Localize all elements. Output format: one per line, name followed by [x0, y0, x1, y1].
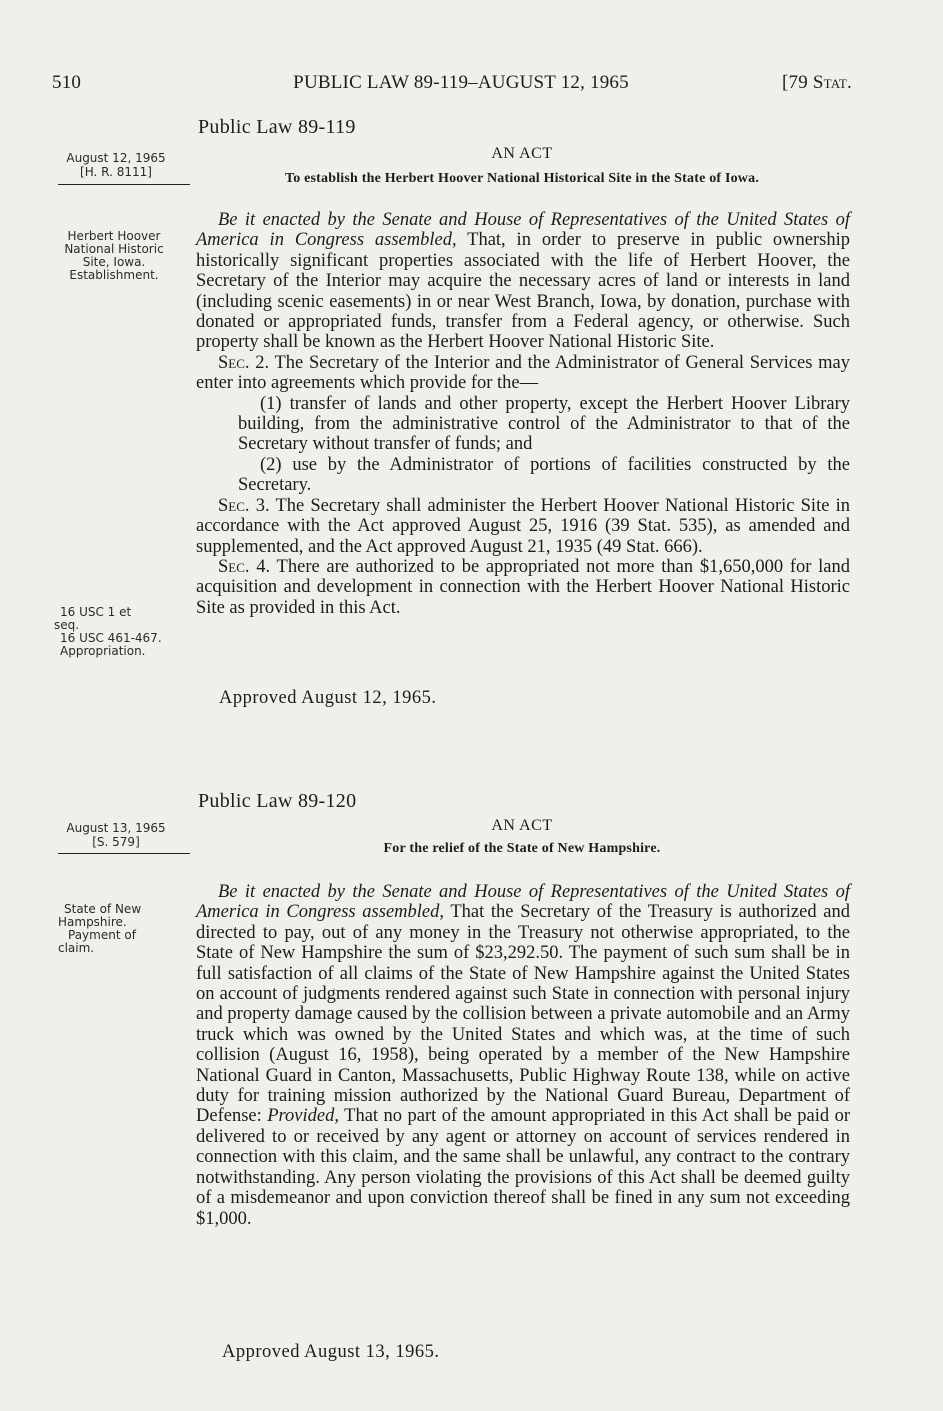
- law1-body: [196, 210, 850, 618]
- margin-rule: [58, 853, 190, 854]
- header-title: PUBLIC LAW 89-119–AUGUST 12, 1965: [293, 72, 629, 93]
- margin-bill-number: [S. 579]: [92, 835, 140, 849]
- act-label: AN ACT: [491, 817, 553, 834]
- margin-subject: Herbert Hoover National Historic Site, Iowa. Establishment.: [64, 229, 164, 282]
- section-2: Sec. 2. The Secretary of the Interior and the Administrator of General Services may enter into agreements which provide for the—: [196, 352, 850, 394]
- section-2-item-2: (2) use by the Administrator of portions of facilities constructed by the Secretary.: [238, 454, 850, 496]
- margin-date: August 13, 1965: [66, 821, 166, 835]
- law2-body: [196, 882, 850, 1229]
- margin-bill-number: [H. R. 8111]: [80, 165, 152, 179]
- law-title: Public Law 89-120: [198, 790, 357, 812]
- margin-rule: [58, 184, 190, 185]
- enacting-clause: Be it enacted by the Senate and House of Representatives of the United States of America in Congress assembled, That the Secretary of the Treasury is authorized and directed to pay, out of any money in the Treasury not otherwise appropriated, to the State of New Hampshire the sum of $23,292.50. The payment of such sum shall be in full satisfaction of all claims of the State of New Hampshire against the United States on account of judgments rendered against such State in connection with personal injury and property damage caused by the collision between a private automobile and an Army truck which was owned by the United States and which was, at the time of such collision (August 16, 1958), being operated by a member of the New Hampshire National Guard in Canton, Massachusetts, Public Highway Route 138, while on active duty for training mission authorized by the National Guard Bureau, Department of Defense: Provided, That no part of the amount appropriated in this Act shall be paid or delivered to or received by any agent or attorney on account of services rendered in connection with this claim, and the same shall be unlawful, any contract to the contrary notwithstanding. Any person violating the provisions of this Act shall be deemed guilty of a misdemeanor and upon conviction thereof shall be fined in any sum not exceeding $1,000.: [196, 882, 850, 1229]
- act-label: AN ACT: [491, 145, 553, 162]
- approved-date: Approved August 13, 1965.: [222, 1342, 440, 1362]
- act-purpose: To establish the Herbert Hoover National Historical Site in the State of Iowa.: [284, 171, 760, 186]
- section-3: Sec. 3. The Secretary shall administer the Herbert Hoover National Historic Site in accordance with the Act approved August 25, 1916 (39 Stat. 535), as amended and supplemented, and the Act approved August 21, 1935 (49 Stat. 666).: [196, 495, 850, 557]
- volume-reference: [79 Stat.: [782, 72, 852, 93]
- margin-date: August 12, 1965: [66, 151, 166, 165]
- section-2-item-1: (1) transfer of lands and other property, except the Herbert Hoover Library building, from the administrative control of the Administrator to that of the Secretary without transfer of funds; and: [238, 393, 850, 455]
- approved-date: Approved August 12, 1965.: [219, 688, 437, 708]
- enacting-clause: Be it enacted by the Senate and House of Representatives of the United States of America in Congress assembled, That, in order to preserve in public ownership historically significant properties associated with the life of Herbert Hoover, the Secretary of the Interior may acquire the necessary acres of land or interests in land (including scenic easements) in or near West Branch, Iowa, by donation, purchase with donated or appropriated funds, transfer from a Federal agency, or otherwise. Such property shall be known as the Herbert Hoover National Historic Site.: [196, 210, 850, 353]
- page-number: 510: [52, 72, 82, 93]
- act-purpose: For the relief of the State of New Hampshire.: [383, 841, 661, 856]
- margin-subject: State of New Hampshire. Payment of claim.: [58, 902, 142, 955]
- law-title: Public Law 89-119: [198, 116, 356, 138]
- section-4: Sec. 4. There are authorized to be appropriated not more than $1,650,000 for land acquisition and development in connection with the Herbert Hoover National Historic Site as provided in this Act.: [196, 556, 851, 618]
- running-header: [52, 72, 852, 102]
- margin-citation: 16 USC 1 et seq. 16 USC 461-467. Appropriation.: [54, 605, 162, 658]
